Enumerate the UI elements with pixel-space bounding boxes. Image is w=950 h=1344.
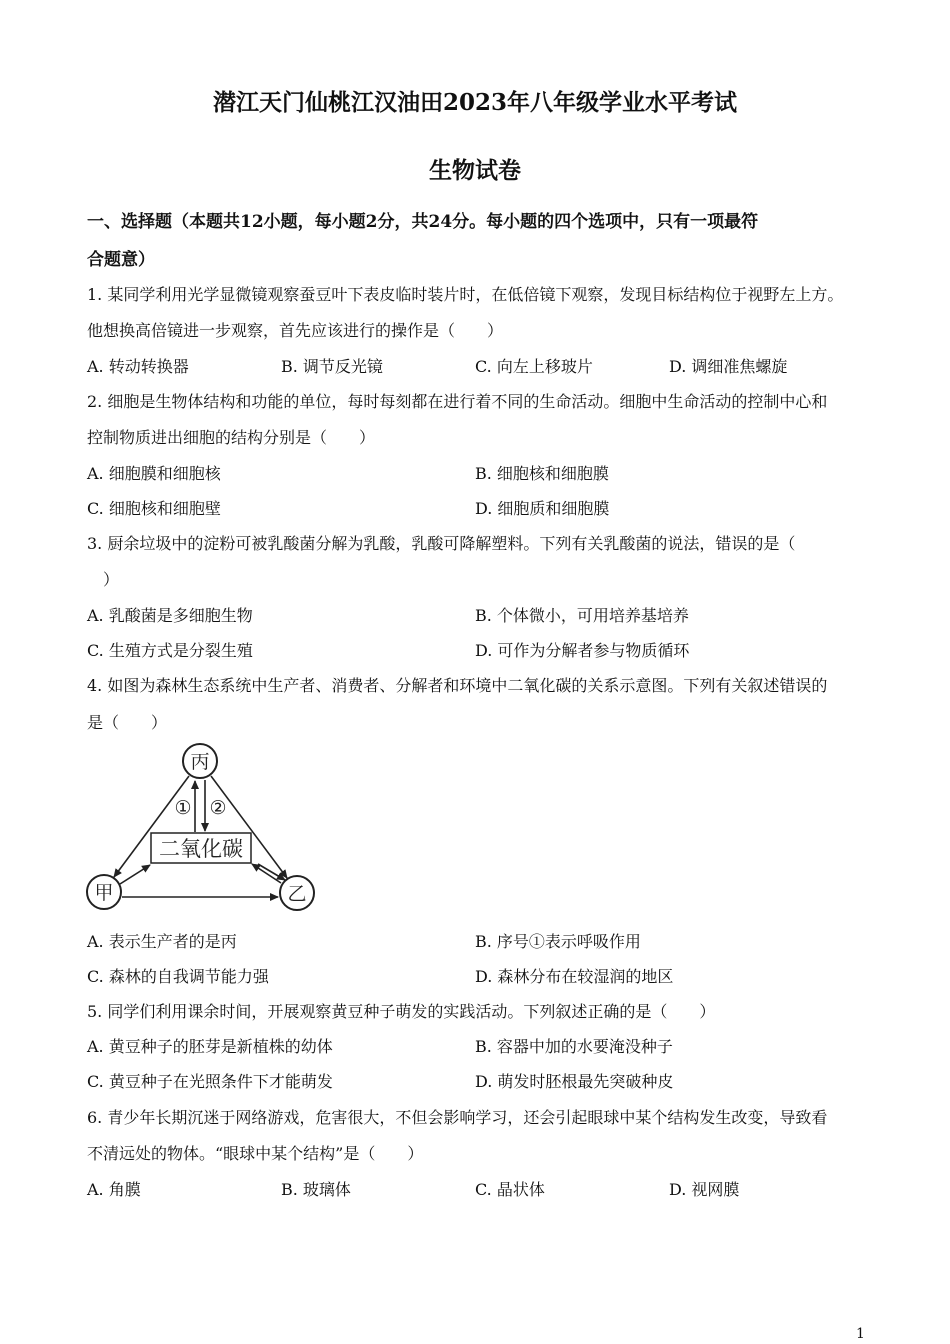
question-2-option-b: B. 细胞核和细胞膜 [475,464,609,483]
section-heading-line2: 合题意） [87,250,155,270]
question-5-option-b: B. 容器中加的水要淹没种子 [475,1037,673,1056]
question-6-option-c: C. 晶状体 [475,1180,545,1199]
question-2-stem: 2. 细胞是生物体结构和功能的单位，每时每刻都在进行着不同的生命活动。细胞中生命活动的控制中心和 [87,392,828,411]
question-6-option-a: A. 角膜 [87,1180,141,1199]
question-4-stem-cont: 是（ ） [87,713,168,732]
question-2-option-c: C. 细胞核和细胞壁 [87,499,221,518]
arrow-right-to-box [252,864,281,883]
question-2-option-a: A. 细胞膜和细胞核 [87,464,221,483]
question-3-option-d: D. 可作为分解者参与物质循环 [475,641,690,660]
question-4-option-c: C. 森林的自我调节能力强 [87,967,269,986]
question-5-stem: 5. 同学们利用课余时间，开展观察黄豆种子萌发的实践活动。下列叙述正确的是（ ） [87,1002,716,1021]
question-2-stem-cont: 控制物质进出细胞的结构分别是（ ） [87,428,376,447]
question-6-option-b: B. 玻璃体 [281,1180,351,1199]
question-1-option-d: D. 调细准焦螺旋 [669,357,788,376]
node-top-label: 丙 [190,751,210,773]
question-3-option-c: C. 生殖方式是分裂生殖 [87,641,253,660]
arrow-label-1: ① [174,797,192,819]
question-6-option-d: D. 视网膜 [669,1180,740,1199]
carbon-dioxide-label: 二氧化碳 [159,837,243,861]
exam-subject-title: 生物试卷 [429,157,521,184]
question-4-option-b: B. 序号①表示呼吸作用 [475,932,641,951]
question-1-option-a: A. 转动转换器 [87,357,189,376]
node-right-label: 乙 [287,883,307,905]
question-3-option-a: A. 乳酸菌是多细胞生物 [87,606,253,625]
carbon-cycle-diagram [82,738,322,916]
section-heading-line1: 一、选择题（本题共12小题，每小题2分，共24分。每小题的四个选项中，只有一项最符 [87,212,759,232]
question-1-stem-cont: 他想换高倍镜进一步观察，首先应该进行的操作是（ ） [87,321,504,340]
question-1-option-b: B. 调节反光镜 [281,357,383,376]
question-3-stem-cont: ） [103,570,120,589]
page-number: 1 [856,1326,865,1342]
arrow-label-2: ② [209,797,227,819]
question-5-option-a: A. 黄豆种子的胚芽是新植株的幼体 [87,1037,333,1056]
question-4-option-d: D. 森林分布在较湿润的地区 [475,967,674,986]
node-left-label: 甲 [94,882,114,904]
question-3-option-b: B. 个体微小，可用培养基培养 [475,606,689,625]
exam-title: 潜江天门仙桃江汉油田2023年八年级学业水平考试 [212,89,737,116]
question-2-option-d: D. 细胞质和细胞膜 [475,499,610,518]
question-5-option-c: C. 黄豆种子在光照条件下才能萌发 [87,1072,333,1091]
arrow-left-to-box [120,865,150,884]
question-1-option-c: C. 向左上移玻片 [475,357,593,376]
question-5-option-d: D. 萌发时胚根最先突破种皮 [475,1072,674,1091]
question-4-option-a: A. 表示生产者的是丙 [87,932,237,951]
question-6-stem: 6. 青少年长期沉迷于网络游戏，危害很大，不但会影响学习，还会引起眼球中某个结构发生改变，导致看 [87,1108,828,1127]
question-4-stem: 4. 如图为森林生态系统中生产者、消费者、分解者和环境中二氧化碳的关系示意图。下列有关叙述错误的 [87,676,828,695]
question-1-stem: 1. 某同学利用光学显微镜观察蚕豆叶下表皮临时装片时，在低倍镜下观察，发现目标结构位于视野左上方。 [87,285,844,304]
question-3-stem: 3. 厨余垃圾中的淀粉可被乳酸菌分解为乳酸，乳酸可降解塑料。下列有关乳酸菌的说法，错误的是（ [87,534,796,553]
question-6-stem-cont: 不清远处的物体。“眼球中某个结构”是（ ） [87,1144,424,1163]
